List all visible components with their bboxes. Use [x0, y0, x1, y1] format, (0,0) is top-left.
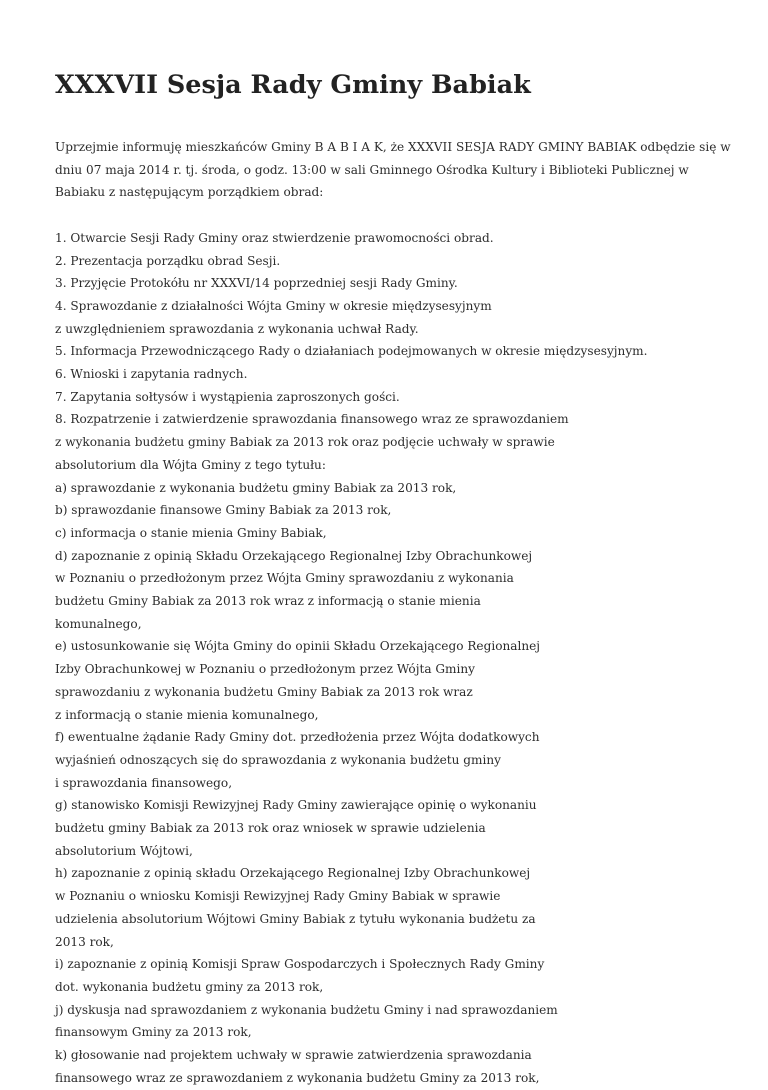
agenda-line: budżetu gminy Babiak za 2013 rok oraz wniosek w sprawie udzielenia	[55, 821, 486, 836]
page-title: XXXVII Sesja Rady Gminy Babiak	[55, 70, 531, 100]
agenda-line: k) głosowanie nad projektem uchwały w sprawie zatwierdzenia sprawozdania	[55, 1048, 532, 1063]
agenda-line: i sprawozdania finansowego,	[55, 775, 233, 790]
agenda-line: 1. Otwarcie Sesji Rady Gminy oraz stwierdzenie prawomocności obrad.	[55, 230, 494, 245]
agenda-line: absolutorium dla Wójta Gminy z tego tytułu:	[55, 457, 326, 472]
agenda-line: b) sprawozdanie finansowe Gminy Babiak za 2013 rok,	[55, 503, 392, 518]
agenda-line: 4. Sprawozdanie z działalności Wójta Gminy w okresie międzysesyjnym	[55, 298, 492, 313]
agenda-line: 8. Rozpatrzenie i zatwierdzenie sprawozdania finansowego wraz ze sprawozdaniem	[55, 412, 569, 427]
agenda-line: e) ustosunkowanie się Wójta Gminy do opinii Składu Orzekającego Regionalnej	[55, 639, 541, 654]
agenda-line: f) ewentualne żądanie Rady Gminy dot. przedłożenia przez Wójta dodatkowych	[55, 730, 540, 745]
agenda-line: komunalnego,	[55, 616, 142, 631]
agenda-line: z informacją o stanie mienia komunalnego,	[55, 707, 319, 722]
agenda-line: 2. Prezentacja porządku obrad Sesji.	[55, 253, 281, 268]
agenda-line: z uwzględnieniem sprawozdania z wykonania uchwał Rady.	[55, 321, 419, 336]
intro-line: Uprzejmie informuję mieszkańców Gminy B A B I A K, że XXXVII SESJA RADY GMINY BABIAK odbędzie się w	[55, 140, 731, 154]
agenda-line: c) informacja o stanie mienia Gminy Babiak,	[55, 525, 327, 540]
agenda-line: 6. Wnioski i zapytania radnych.	[55, 367, 248, 382]
agenda-line: w Poznaniu o przedłożonym przez Wójta Gminy sprawozdaniu z wykonania	[55, 571, 514, 586]
agenda-line: wyjaśnień odnoszących się do sprawozdania z wykonania budżetu gminy	[55, 752, 501, 767]
agenda-line: i) zapoznanie z opinią Komisji Spraw Gospodarczych i Społecznych Rady Gminy	[55, 957, 545, 972]
agenda-line: a) sprawozdanie z wykonania budżetu gminy Babiak za 2013 rok,	[55, 480, 457, 495]
intro-paragraph	[55, 136, 731, 204]
agenda-line: udzielenia absolutorium Wójtowi Gminy Babiak z tytułu wykonania budżetu za	[55, 911, 536, 926]
agenda-list	[55, 227, 713, 1090]
intro-line: dniu 07 maja 2014 r. tj. środa, o godz. 13:00 w sali Gminnego Ośrodka Kultury i Biblioteki Publicznej w	[55, 162, 689, 177]
agenda-line: g) stanowisko Komisji Rewizyjnej Rady Gminy zawierające opinię o wykonaniu	[55, 798, 537, 813]
agenda-line: finansowego wraz ze sprawozdaniem z wykonania budżetu Gminy za 2013 rok,	[55, 1070, 540, 1085]
agenda-line: w Poznaniu o wniosku Komisji Rewizyjnej Rady Gminy Babiak w sprawie	[55, 889, 501, 904]
agenda-line: budżetu Gminy Babiak za 2013 rok wraz z informacją o stanie mienia	[55, 594, 481, 609]
agenda-line: j) dyskusja nad sprawozdaniem z wykonania budżetu Gminy i nad sprawozdaniem	[55, 1002, 558, 1017]
agenda-line: 7. Zapytania sołtysów i wystąpienia zaproszonych gości.	[55, 389, 400, 404]
agenda-line: finansowym Gminy za 2013 rok,	[55, 1025, 252, 1040]
agenda-line: z wykonania budżetu gminy Babiak za 2013 rok oraz podjęcie uchwały w sprawie	[55, 435, 555, 450]
agenda-line: 3. Przyjęcie Protokółu nr XXXVI/14 poprzedniej sesji Rady Gminy.	[55, 276, 458, 291]
agenda-line: absolutorium Wójtowi,	[55, 843, 193, 858]
agenda-line: sprawozdaniu z wykonania budżetu Gminy Babiak za 2013 rok wraz	[55, 684, 473, 699]
intro-line: Babiaku z następującym porządkiem obrad:	[55, 185, 324, 200]
agenda-line: dot. wykonania budżetu gminy za 2013 rok,	[55, 980, 324, 994]
agenda-line: h) zapoznanie z opinią składu Orzekającego Regionalnej Izby Obrachunkowej	[55, 866, 531, 881]
agenda-line: d) zapoznanie z opinią Składu Orzekającego Regionalnej Izby Obrachunkowej	[55, 548, 533, 563]
agenda-line: 2013 rok,	[55, 934, 114, 949]
agenda-line: Izby Obrachunkowej w Poznaniu o przedłożonym przez Wójta Gminy	[55, 662, 475, 677]
agenda-line: 5. Informacja Przewodniczącego Rady o działaniach podejmowanych w okresie międzysesyjnym.	[55, 344, 648, 359]
